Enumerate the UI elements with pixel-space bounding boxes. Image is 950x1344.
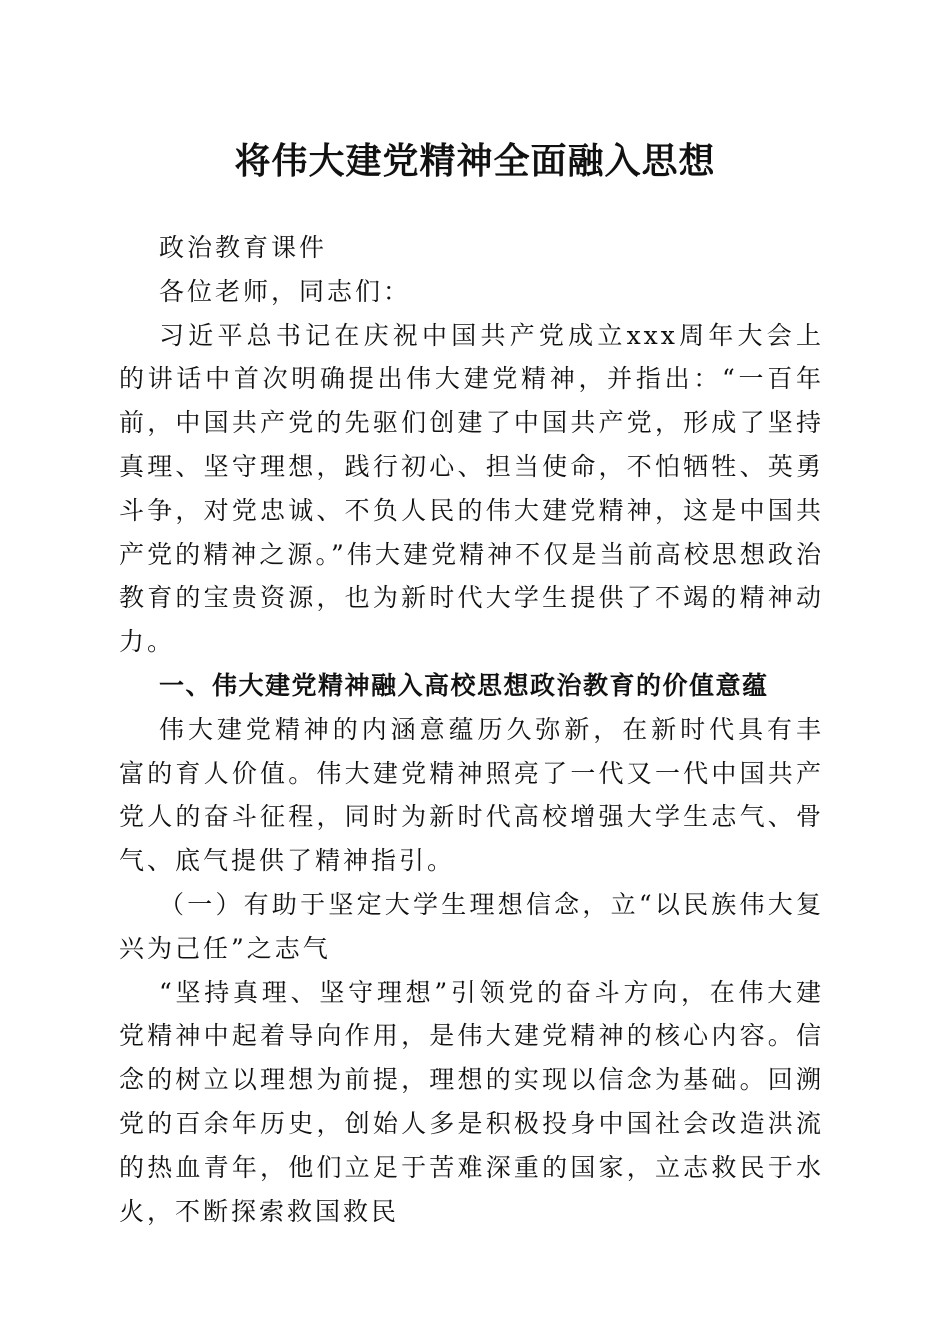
paragraph-salutation: 各位老师，同志们： bbox=[159, 276, 412, 306]
paragraph-subsection-1: “坚持真理、坚守理想”引领党的奋斗方向，在伟大建党精神中起着导向作用，是伟大建党精神的核心内容。信念的树立以理想为前提，理想的实现以信念为基础。回溯党的百余年历史，创始人多是积极投身中国社会改造洪流的热血青年，他们立足于苦难深重的国家，立志救民于水火，不断探索救国救民 bbox=[119, 977, 824, 1226]
document-title: 将伟大建党精神全面融入思想 bbox=[234, 140, 716, 182]
section-heading-1: 一、伟大建党精神融入高校思想政治教育的价值意蕴 bbox=[159, 670, 769, 700]
subsection-heading-1: （一）有助于坚定大学生理想信念，立“以民族伟大复兴为己任”之志气 bbox=[119, 889, 824, 963]
paragraph-intro: 习近平总书记在庆祝中国共产党成立xxx周年大会上的讲话中首次明确提出伟大建党精神，并指出：“一百年前，中国共产党的先驱们创建了中国共产党，形成了坚持真理、坚守理想，践行初心、担当使命，不怕牺牲、英勇斗争，对党忠诚、不负人民的伟大建党精神，这是中国共产党的精神之源。”伟大建党精神不仅是当前高校思想政治教育的宝贵资源，也为新时代大学生提供了不竭的精神动力。 bbox=[119, 320, 824, 657]
paragraph-section-1: 伟大建党精神的内涵意蕴历久弥新，在新时代具有丰富的育人价值。伟大建党精神照亮了一代又一代中国共产党人的奋斗征程，同时为新时代高校增强大学生志气、骨气、底气提供了精神指引。 bbox=[119, 714, 824, 876]
document-body bbox=[119, 226, 824, 1233]
paragraph-subtitle: 政治教育课件 bbox=[159, 233, 328, 262]
